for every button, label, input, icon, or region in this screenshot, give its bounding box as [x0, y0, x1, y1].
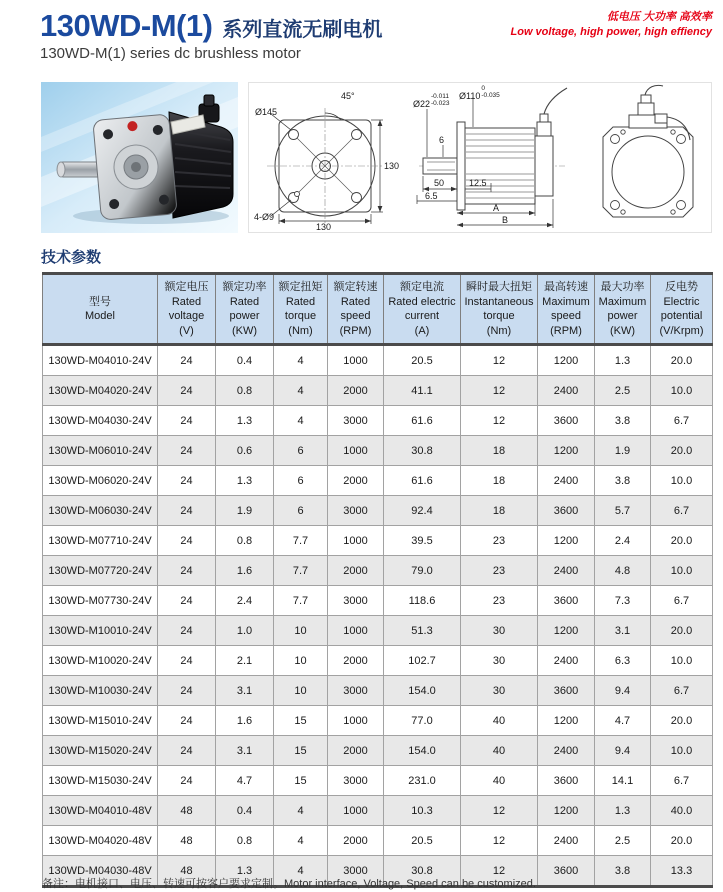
value-cell: 1.3 [595, 345, 651, 376]
value-cell: 10.0 [651, 466, 713, 496]
header-titles [40, 8, 382, 62]
value-cell: 118.6 [384, 586, 461, 616]
value-cell: 2400 [538, 826, 595, 856]
value-cell: 1200 [538, 345, 595, 376]
dim-label-front-angle: 45° [341, 91, 355, 101]
value-cell: 4.7 [595, 706, 651, 736]
value-cell: 30 [461, 676, 538, 706]
value-cell: 92.4 [384, 496, 461, 526]
value-cell: 24 [158, 766, 216, 796]
table-row [43, 556, 713, 586]
value-cell: 1200 [538, 796, 595, 826]
value-cell: 3600 [538, 406, 595, 436]
value-cell: 24 [158, 376, 216, 406]
model-cell: 130WD-M15010-24V [43, 706, 158, 736]
value-cell: 24 [158, 706, 216, 736]
value-cell: 3000 [328, 496, 384, 526]
value-cell: 0.4 [216, 345, 274, 376]
dim-label-b: B [502, 215, 509, 225]
value-cell: 6 [274, 496, 328, 526]
value-cell: 2000 [328, 736, 384, 766]
value-cell: 2.4 [216, 586, 274, 616]
value-cell: 3.1 [216, 736, 274, 766]
value-cell: 154.0 [384, 736, 461, 766]
value-cell: 15 [274, 766, 328, 796]
value-cell: 2400 [538, 376, 595, 406]
column-header-instantaneous-torque: 瞬时最大扭矩 Instantaneous torque (Nm) [461, 274, 538, 345]
value-cell: 231.0 [384, 766, 461, 796]
table-row [43, 466, 713, 496]
table-row [43, 586, 713, 616]
model-cell: 130WD-M10010-24V [43, 616, 158, 646]
value-cell: 4.8 [595, 556, 651, 586]
value-cell: 3.8 [595, 406, 651, 436]
value-cell: 3600 [538, 766, 595, 796]
value-cell: 30 [461, 646, 538, 676]
value-cell: 20.0 [651, 526, 713, 556]
value-cell: 24 [158, 736, 216, 766]
value-cell: 1000 [328, 436, 384, 466]
value-cell: 10.3 [384, 796, 461, 826]
value-cell: 3600 [538, 856, 595, 887]
value-cell: 10.0 [651, 646, 713, 676]
value-cell: 24 [158, 345, 216, 376]
value-cell: 23 [461, 556, 538, 586]
value-cell: 0.4 [216, 796, 274, 826]
value-cell: 20.0 [651, 706, 713, 736]
value-cell: 24 [158, 616, 216, 646]
value-cell: 10.0 [651, 556, 713, 586]
value-cell: 20.5 [384, 826, 461, 856]
value-cell: 6.7 [651, 406, 713, 436]
value-cell: 3000 [328, 406, 384, 436]
spec-table [42, 272, 713, 888]
value-cell: 4 [274, 376, 328, 406]
value-cell: 39.5 [384, 526, 461, 556]
header-row [43, 274, 713, 345]
value-cell: 6 [274, 466, 328, 496]
motor-photo [41, 82, 238, 233]
value-cell: 20.0 [651, 616, 713, 646]
value-cell: 61.6 [384, 466, 461, 496]
value-cell: 3600 [538, 676, 595, 706]
media-row [41, 82, 712, 233]
model-cell: 130WD-M07730-24V [43, 586, 158, 616]
value-cell: 40.0 [651, 796, 713, 826]
value-cell: 2000 [328, 826, 384, 856]
table-row [43, 406, 713, 436]
value-cell: 3000 [328, 856, 384, 887]
section-title: 技术参数 [41, 249, 102, 266]
model-cell: 130WD-M06020-24V [43, 466, 158, 496]
value-cell: 12 [461, 856, 538, 887]
table-row [43, 376, 713, 406]
value-cell: 4 [274, 406, 328, 436]
value-cell: 1.6 [216, 556, 274, 586]
value-cell: 12 [461, 796, 538, 826]
value-cell: 23 [461, 586, 538, 616]
table-row [43, 796, 713, 826]
dim-label-front-width: 130 [316, 222, 332, 232]
model-cell: 130WD-M04010-48V [43, 796, 158, 826]
model-cell: 130WD-M06030-24V [43, 496, 158, 526]
value-cell: 5.7 [595, 496, 651, 526]
value-cell: 24 [158, 406, 216, 436]
dim-label-front-holes: 4-Ø9 [254, 212, 275, 222]
value-cell: 6 [274, 436, 328, 466]
value-cell: 0.8 [216, 826, 274, 856]
column-header-rated-torque: 额定扭矩 Rated torque (Nm) [274, 274, 328, 345]
tagline [511, 8, 713, 41]
table-row [43, 736, 713, 766]
dim-label-front-height: 130 [384, 161, 400, 171]
value-cell: 1000 [328, 706, 384, 736]
value-cell: 0.8 [216, 526, 274, 556]
value-cell: 24 [158, 586, 216, 616]
value-cell: 77.0 [384, 706, 461, 736]
value-cell: 20.0 [651, 826, 713, 856]
value-cell: 6.3 [595, 646, 651, 676]
value-cell: 1200 [538, 616, 595, 646]
value-cell: 2.1 [216, 646, 274, 676]
value-cell: 24 [158, 526, 216, 556]
value-cell: 48 [158, 826, 216, 856]
value-cell: 6.7 [651, 766, 713, 796]
value-cell: 1000 [328, 796, 384, 826]
model-cell: 130WD-M15020-24V [43, 736, 158, 766]
value-cell: 14.1 [595, 766, 651, 796]
value-cell: 4.7 [216, 766, 274, 796]
value-cell: 0.8 [216, 376, 274, 406]
value-cell: 24 [158, 466, 216, 496]
value-cell: 40 [461, 736, 538, 766]
value-cell: 2400 [538, 736, 595, 766]
value-cell: 51.3 [384, 616, 461, 646]
tagline-cn: 低电压 大功率 高效率 [606, 11, 712, 23]
value-cell: 1000 [328, 526, 384, 556]
spec-table-body [43, 345, 713, 887]
value-cell: 2000 [328, 466, 384, 496]
table-row [43, 526, 713, 556]
column-header-rated-current: 额定电流 Rated electric current (A) [384, 274, 461, 345]
column-header-rated-speed: 额定转速 Rated speed (RPM) [328, 274, 384, 345]
page-title-suffix: 系列直流无刷电机 [222, 19, 383, 41]
value-cell: 20.0 [651, 345, 713, 376]
value-cell: 24 [158, 496, 216, 526]
value-cell: 1.0 [216, 616, 274, 646]
motor-photo-image [41, 82, 238, 233]
value-cell: 1000 [328, 616, 384, 646]
value-cell: 6.7 [651, 496, 713, 526]
model-cell: 130WD-M15030-24V [43, 766, 158, 796]
value-cell: 0.6 [216, 436, 274, 466]
value-cell: 40 [461, 766, 538, 796]
value-cell: 30 [461, 616, 538, 646]
tagline-en: Low voltage, high power, high effiency [510, 26, 712, 39]
value-cell: 9.4 [595, 676, 651, 706]
value-cell: 2000 [328, 556, 384, 586]
value-cell: 10.0 [651, 736, 713, 766]
value-cell: 1200 [538, 526, 595, 556]
value-cell: 15 [274, 706, 328, 736]
value-cell: 10 [274, 676, 328, 706]
dimension-drawings [248, 82, 712, 233]
value-cell: 7.7 [274, 556, 328, 586]
value-cell: 4 [274, 856, 328, 887]
model-cell: 130WD-M04030-24V [43, 406, 158, 436]
column-header-electric-potential: 反电势 Electric potential (V/Krpm) [651, 274, 713, 345]
model-cell: 130WD-M07720-24V [43, 556, 158, 586]
value-cell: 20.5 [384, 345, 461, 376]
page-title: 130WD-M(1) [40, 8, 213, 43]
value-cell: 79.0 [384, 556, 461, 586]
value-cell: 3.8 [595, 466, 651, 496]
value-cell: 6.7 [651, 586, 713, 616]
page-subtitle: 130WD-M(1) series dc brushless motor [40, 45, 301, 62]
drawing-front-view [253, 83, 405, 232]
value-cell: 3600 [538, 586, 595, 616]
value-cell: 48 [158, 796, 216, 826]
value-cell: 1.3 [216, 466, 274, 496]
value-cell: 2400 [538, 466, 595, 496]
value-cell: 4 [274, 345, 328, 376]
value-cell: 12 [461, 376, 538, 406]
table-row [43, 826, 713, 856]
value-cell: 102.7 [384, 646, 461, 676]
value-cell: 24 [158, 676, 216, 706]
value-cell: 2000 [328, 646, 384, 676]
value-cell: 2400 [538, 646, 595, 676]
page-header [40, 8, 712, 62]
dim-label-12-5: 12.5 [469, 178, 487, 188]
dim-label-body-diameter: Ø110 0 -0.035 [459, 85, 500, 102]
value-cell: 4 [274, 796, 328, 826]
value-cell: 15 [274, 736, 328, 766]
value-cell: 1000 [328, 345, 384, 376]
value-cell: 3000 [328, 766, 384, 796]
value-cell: 3000 [328, 676, 384, 706]
value-cell: 30.8 [384, 856, 461, 887]
value-cell: 12 [461, 345, 538, 376]
table-row [43, 345, 713, 376]
model-cell: 130WD-M04020-24V [43, 376, 158, 406]
value-cell: 1200 [538, 436, 595, 466]
value-cell: 7.7 [274, 586, 328, 616]
value-cell: 10 [274, 616, 328, 646]
value-cell: 24 [158, 556, 216, 586]
value-cell: 1.9 [595, 436, 651, 466]
footnote: 备注：电机接口、电压、转速可按客户要求定制。Motor interface, Voltage, Speed can be customized. [42, 878, 536, 890]
drawing-side-view [413, 83, 581, 232]
value-cell: 1.6 [216, 706, 274, 736]
value-cell: 41.1 [384, 376, 461, 406]
spec-table-head [43, 274, 713, 345]
value-cell: 1.3 [595, 796, 651, 826]
value-cell: 24 [158, 436, 216, 466]
value-cell: 23 [461, 526, 538, 556]
value-cell: 30.8 [384, 436, 461, 466]
value-cell: 6.7 [651, 676, 713, 706]
dim-label-shaft-diameter: Ø22 -0.011 -0.023 [413, 93, 450, 110]
model-cell: 130WD-M10020-24V [43, 646, 158, 676]
column-header-rated-power: 额定功率 Rated power (KW) [216, 274, 274, 345]
table-row [43, 676, 713, 706]
value-cell: 48 [158, 856, 216, 887]
value-cell: 1.3 [216, 406, 274, 436]
value-cell: 2400 [538, 556, 595, 586]
value-cell: 7.3 [595, 586, 651, 616]
value-cell: 1200 [538, 706, 595, 736]
value-cell: 154.0 [384, 676, 461, 706]
value-cell: 61.6 [384, 406, 461, 436]
value-cell: 9.4 [595, 736, 651, 766]
value-cell: 3.1 [216, 676, 274, 706]
table-row [43, 766, 713, 796]
dim-label-6-5: 6.5 [425, 191, 438, 201]
drawing-rear-view [589, 83, 707, 232]
value-cell: 2.5 [595, 826, 651, 856]
table-row [43, 616, 713, 646]
value-cell: 12 [461, 406, 538, 436]
model-cell: 130WD-M04010-24V [43, 345, 158, 376]
dim-label-a: A [493, 203, 500, 213]
value-cell: 13.3 [651, 856, 713, 887]
value-cell: 1.3 [216, 856, 274, 887]
value-cell: 10 [274, 646, 328, 676]
table-row [43, 706, 713, 736]
value-cell: 18 [461, 496, 538, 526]
table-row [43, 436, 713, 466]
value-cell: 40 [461, 706, 538, 736]
dim-label-key-width: 6 [439, 135, 445, 145]
column-header-maximum-power: 最大功率 Maximum power (KW) [595, 274, 651, 345]
dim-label-shaft-length: 50 [434, 178, 445, 188]
value-cell: 3.8 [595, 856, 651, 887]
column-header-rated-voltage: 额定电压 Rated voltage (V) [158, 274, 216, 345]
value-cell: 24 [158, 646, 216, 676]
value-cell: 3600 [538, 496, 595, 526]
dim-label-front-diameter: Ø145 [255, 107, 278, 117]
model-cell: 130WD-M04030-48V [43, 856, 158, 887]
table-row [43, 646, 713, 676]
value-cell: 7.7 [274, 526, 328, 556]
value-cell: 2.5 [595, 376, 651, 406]
value-cell: 1.9 [216, 496, 274, 526]
model-cell: 130WD-M04020-48V [43, 826, 158, 856]
value-cell: 10.0 [651, 376, 713, 406]
model-cell: 130WD-M06010-24V [43, 436, 158, 466]
value-cell: 2.4 [595, 526, 651, 556]
value-cell: 3000 [328, 586, 384, 616]
value-cell: 12 [461, 826, 538, 856]
value-cell: 18 [461, 436, 538, 466]
model-cell: 130WD-M07710-24V [43, 526, 158, 556]
value-cell: 2000 [328, 376, 384, 406]
value-cell: 20.0 [651, 436, 713, 466]
column-header-maximum-speed: 最高转速 Maximum speed (RPM) [538, 274, 595, 345]
table-row [43, 496, 713, 526]
model-cell: 130WD-M10030-24V [43, 676, 158, 706]
value-cell: 4 [274, 826, 328, 856]
value-cell: 3.1 [595, 616, 651, 646]
value-cell: 18 [461, 466, 538, 496]
column-header-model: 型号 Model [43, 274, 158, 345]
